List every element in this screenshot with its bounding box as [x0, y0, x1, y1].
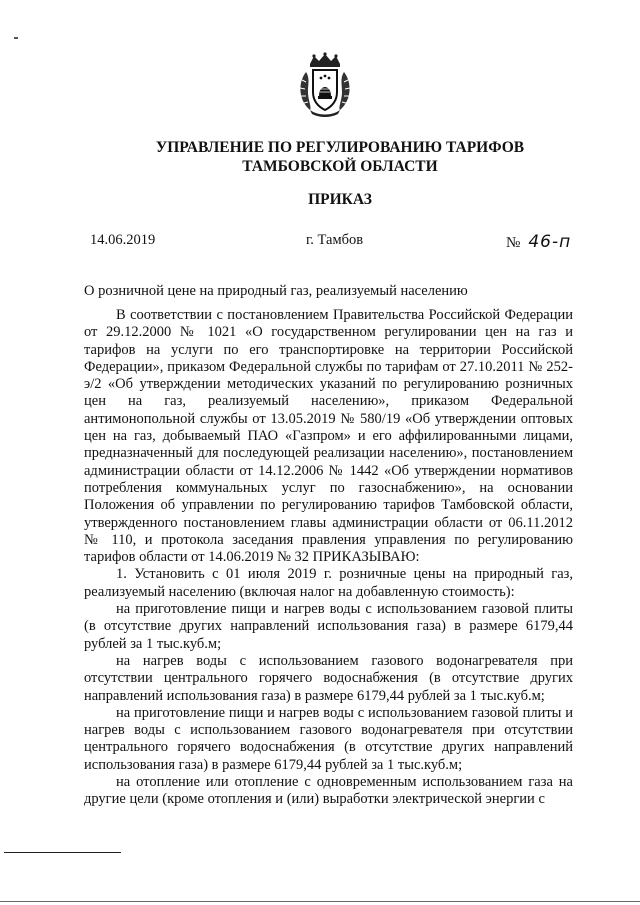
organization-name-line1: УПРАВЛЕНИЕ ПО РЕГУЛИРОВАНИЮ ТАРИФОВ [155, 139, 525, 156]
organization-name-line2: ТАМБОВСКОЙ ОБЛАСТИ [242, 158, 438, 175]
document-subject: О розничной цене на природный газ, реализуемый населению [84, 283, 468, 299]
document-body [84, 307, 573, 809]
paragraph-preamble: В соответствии с постановлением Правительства Российской Федерации от 29.12.2000 № 1021 «О государственном регулировании цен на газ и тарифов на услуги по его транспортировке на территории Российской Федерации», приказом Федеральной службы по тарифам от 27.10.2011 № 252-э/2 «Об утверждении методических указаний по регулированию розничных цен на газ, реализуемый населению», приказом Федеральной антимонопольной службы от 13.05.2019 № 580/19 «Об утверждении оптовых цен на газ, добываемый ПАО «Газпром» и его аффилированными лицами, предназначенный для последующей реализации населению», постановлением администрации области от 14.12.2006 № 1442 «Об утверждении нормативов потребления коммунальных услуг по газоснабжению», на основании Положения об управлении по регулированию тарифов Тамбовской области, утвержденного постановлением главы администрации области от 06.11.2012 № 110, и протокола заседания правления управления по регулированию тарифов области от 14.06.2019 № 32 ПРИКАЗЫВАЮ: [84, 307, 573, 566]
page-bottom-edge [0, 901, 640, 902]
paragraph-clause-1: 1. Установить с 01 июля 2019 г. розничные цены на природный газ, реализуемый населению (включая налог на добавленную стоимость): [84, 566, 573, 600]
coat-of-arms-icon [296, 52, 354, 118]
scan-artifact [14, 37, 18, 39]
handwritten-number: 46-п [528, 232, 572, 252]
document-number [506, 232, 571, 252]
document-type: ПРИКАЗ [308, 191, 372, 208]
document-date: 14.06.2019 [90, 232, 156, 248]
document-city: г. Тамбов [306, 232, 364, 248]
paragraph-item: на приготовление пищи и нагрев воды с использованием газовой плиты и нагрев воды с использованием газового водонагревателя при отсутствии центрального горячего водоснабжения (в отсутствие других направлений использования газа) в размере 6179,44 рублей за 1 тыс.куб.м; [84, 704, 573, 773]
paragraph-item: на отопление или отопление с одновременным использованием газа на другие цели (кроме отопления и (или) выработки электрической энергии с [84, 774, 573, 808]
footnote-separator [4, 852, 121, 853]
paragraph-item: на нагрев воды с использованием газового водонагревателя при отсутствии центрального горячего водоснабжения (в отсутствие других направлений использования газа) в размере 6179,44 рублей за 1 тыс.куб.м; [84, 652, 573, 704]
paragraph-item: на приготовление пищи и нагрев воды с использованием газовой плиты (в отсутствие других направлений использования газа) в размере 6179,44 рублей за 1 тыс.куб.м; [84, 601, 573, 652]
number-sign: № [506, 235, 521, 251]
